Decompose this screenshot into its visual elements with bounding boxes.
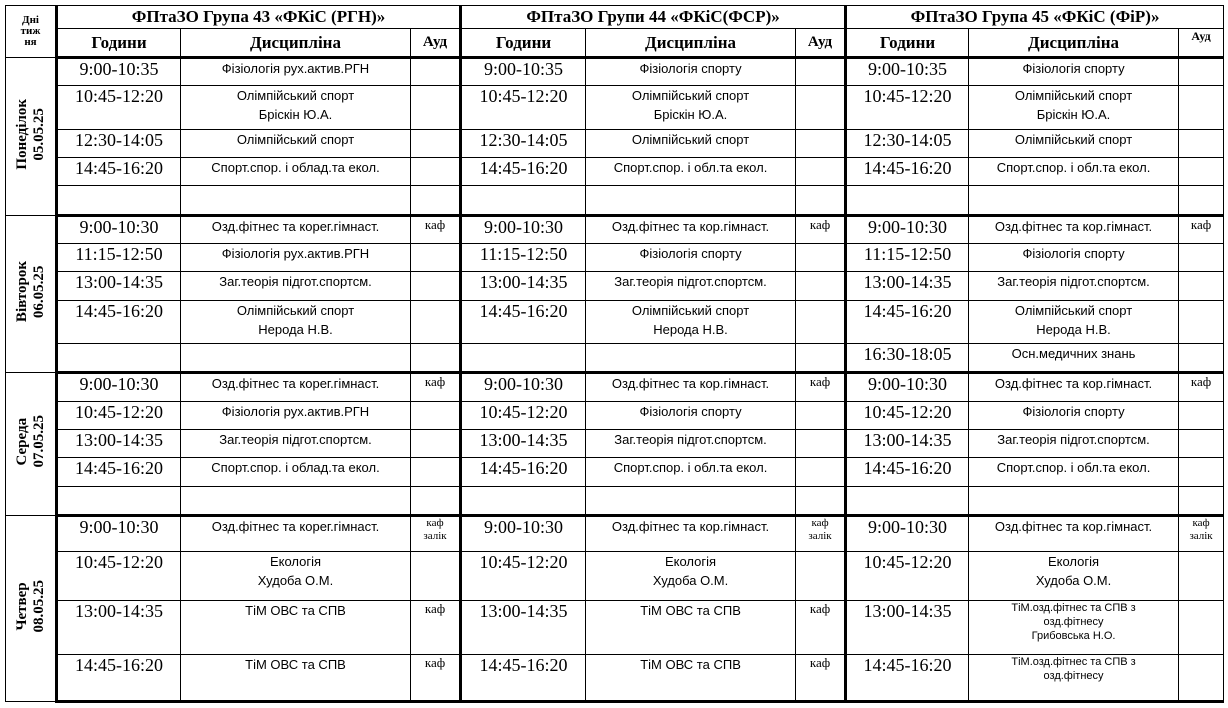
room-line: каф xyxy=(426,516,444,529)
discipline-line: Нерода Н.В. xyxy=(258,321,333,337)
discipline-line: Фізіологія рух.актив.РГН xyxy=(221,403,370,419)
discipline-line: Екологія xyxy=(269,554,322,570)
room-cell xyxy=(1179,300,1224,343)
lesson-row xyxy=(6,458,1224,486)
day-date: 08.05.25 xyxy=(30,579,47,633)
room-cell xyxy=(1179,429,1224,457)
time-cell: 14:45-16:20 xyxy=(57,655,181,702)
lesson-row xyxy=(6,272,1224,300)
room-column-header: Ауд xyxy=(796,29,846,58)
discipline-line: Заг.теорія підгот.спортсм. xyxy=(219,274,372,290)
time-cell: 10:45-12:20 xyxy=(57,552,181,601)
room-cell xyxy=(411,458,461,486)
discipline-line: ТіМ ОВС та СПВ xyxy=(245,602,346,618)
discipline-column-header: Дисципліна xyxy=(181,29,411,58)
discipline-line: Худоба О.М. xyxy=(1035,573,1112,589)
lesson-row xyxy=(6,401,1224,429)
room-cell xyxy=(411,344,461,373)
time-cell: 12:30-14:05 xyxy=(57,129,181,157)
time-cell xyxy=(461,344,586,373)
discipline-line: Заг.теорія підгот.спортсм. xyxy=(614,274,767,290)
discipline-cell xyxy=(586,655,796,702)
discipline-line: Заг.теорія підгот.спортсм. xyxy=(997,431,1150,447)
column-header-row xyxy=(6,29,1224,58)
room-cell xyxy=(411,272,461,300)
time-cell xyxy=(461,486,586,515)
discipline-line: Худоба О.М. xyxy=(652,573,729,589)
lesson-row xyxy=(6,655,1224,702)
time-cell: 14:45-16:20 xyxy=(461,655,586,702)
hours-column-header: Години xyxy=(846,29,969,58)
discipline-cell xyxy=(181,272,411,300)
lesson-row xyxy=(6,215,1224,243)
room-cell: каф xyxy=(796,600,846,655)
time-cell xyxy=(461,186,586,215)
time-cell: 10:45-12:20 xyxy=(57,401,181,429)
time-cell: 11:15-12:50 xyxy=(461,243,586,271)
room-cell xyxy=(796,86,846,129)
discipline-line: Фізіологія рух.актив.РГН xyxy=(221,61,370,76)
room-cell xyxy=(1179,58,1224,86)
time-cell: 14:45-16:20 xyxy=(461,458,586,486)
discipline-cell xyxy=(969,655,1179,702)
discipline-cell xyxy=(181,552,411,601)
time-cell xyxy=(57,186,181,215)
room-line: залік xyxy=(423,529,447,542)
room-cell: каф xyxy=(411,600,461,655)
discipline-line: Заг.теорія підгот.спортсм. xyxy=(997,274,1150,290)
time-cell xyxy=(846,486,969,515)
discipline-line: Озд.фітнес та кор.гімнаст. xyxy=(994,218,1153,234)
group-44-header: ФПтаЗО Групи 44 «ФКіС(ФСР)» xyxy=(461,6,846,29)
time-cell: 14:45-16:20 xyxy=(846,158,969,186)
room-cell xyxy=(796,429,846,457)
discipline-cell xyxy=(181,458,411,486)
room-cell xyxy=(796,458,846,486)
discipline-cell xyxy=(181,655,411,702)
discipline-line: Олімпійський спорт xyxy=(631,302,750,318)
discipline-cell xyxy=(969,243,1179,271)
discipline-cell xyxy=(969,429,1179,457)
discipline-line: Екологія xyxy=(664,554,717,570)
time-cell: 13:00-14:35 xyxy=(846,272,969,300)
discipline-cell xyxy=(969,58,1179,86)
room-cell xyxy=(411,486,461,515)
discipline-line: Спорт.спор. і обл.та екол. xyxy=(613,460,768,476)
discipline-line: Фізіологія спорту xyxy=(1022,245,1125,261)
discipline-cell xyxy=(181,486,411,515)
discipline-cell xyxy=(181,515,411,551)
hours-column-header: Години xyxy=(57,29,181,58)
lesson-row xyxy=(6,515,1224,551)
discipline-cell xyxy=(586,129,796,157)
discipline-cell xyxy=(181,373,411,401)
time-cell: 9:00-10:35 xyxy=(461,58,586,86)
lesson-row xyxy=(6,129,1224,157)
discipline-cell xyxy=(969,158,1179,186)
room-cell: каф xyxy=(411,373,461,401)
room-cell xyxy=(796,58,846,86)
discipline-cell xyxy=(969,272,1179,300)
time-cell: 10:45-12:20 xyxy=(461,86,586,129)
lesson-row xyxy=(6,486,1224,515)
time-cell: 10:45-12:20 xyxy=(461,401,586,429)
discipline-cell xyxy=(181,429,411,457)
discipline-line: Озд.фітнес та корег.гімнаст. xyxy=(211,518,380,534)
time-cell: 9:00-10:30 xyxy=(846,215,969,243)
discipline-cell xyxy=(586,58,796,86)
room-cell xyxy=(1179,129,1224,157)
room-cell: каф xyxy=(1179,215,1224,243)
time-cell: 14:45-16:20 xyxy=(461,300,586,343)
time-cell: 13:00-14:35 xyxy=(846,429,969,457)
room-cell xyxy=(796,243,846,271)
days-of-week-header: Дні тиж ня xyxy=(6,6,57,58)
discipline-cell xyxy=(586,600,796,655)
room-cell xyxy=(411,515,461,551)
room-cell xyxy=(1179,486,1224,515)
discipline-cell xyxy=(586,272,796,300)
discipline-cell xyxy=(969,344,1179,373)
discipline-line: Озд.фітнес та корег.гімнаст. xyxy=(211,376,380,392)
time-cell: 14:45-16:20 xyxy=(57,458,181,486)
room-cell xyxy=(411,300,461,343)
room-line: каф xyxy=(1192,516,1210,529)
time-cell: 9:00-10:30 xyxy=(461,215,586,243)
discipline-line: Олімпійський спорт xyxy=(236,131,355,147)
discipline-cell xyxy=(181,158,411,186)
time-cell: 9:00-10:30 xyxy=(57,215,181,243)
discipline-line: ТіМ ОВС та СПВ xyxy=(245,657,346,673)
discipline-cell xyxy=(586,486,796,515)
discipline-cell xyxy=(586,373,796,401)
lesson-row xyxy=(6,86,1224,129)
discipline-cell xyxy=(586,515,796,551)
room-cell xyxy=(1179,344,1224,373)
discipline-line: Фізіологія спорту xyxy=(1022,403,1125,419)
discipline-line: Бріскін Ю.А. xyxy=(653,107,728,123)
day-label-cell xyxy=(6,373,57,516)
discipline-line: Нерода Н.В. xyxy=(653,321,728,337)
group-45-header: ФПтаЗО Група 45 «ФКіС (ФіР)» xyxy=(846,6,1224,29)
time-cell: 9:00-10:30 xyxy=(461,373,586,401)
discipline-cell xyxy=(969,486,1179,515)
room-cell: каф xyxy=(1179,373,1224,401)
time-cell: 12:30-14:05 xyxy=(846,129,969,157)
room-cell: каф xyxy=(796,655,846,702)
time-cell xyxy=(846,186,969,215)
discipline-cell xyxy=(586,86,796,129)
time-cell: 10:45-12:20 xyxy=(57,86,181,129)
discipline-line: Нерода Н.В. xyxy=(1036,321,1111,337)
room-cell xyxy=(411,243,461,271)
discipline-line: Олімпійський спорт xyxy=(1014,131,1133,147)
day-date: 07.05.25 xyxy=(30,415,47,468)
time-cell: 14:45-16:20 xyxy=(846,300,969,343)
time-cell: 13:00-14:35 xyxy=(846,600,969,655)
time-cell: 13:00-14:35 xyxy=(461,600,586,655)
room-cell xyxy=(1179,552,1224,601)
discipline-cell xyxy=(181,129,411,157)
discipline-cell xyxy=(181,344,411,373)
schedule-body xyxy=(6,58,1224,702)
room-cell xyxy=(411,158,461,186)
discipline-line: Озд.фітнес та кор.гімнаст. xyxy=(611,376,770,392)
room-cell xyxy=(796,486,846,515)
discipline-cell xyxy=(586,401,796,429)
schedule-table xyxy=(5,5,1224,703)
time-cell xyxy=(57,344,181,373)
discipline-cell xyxy=(181,243,411,271)
discipline-cell xyxy=(586,458,796,486)
discipline-line: Екологія xyxy=(1047,554,1100,570)
time-cell: 10:45-12:20 xyxy=(846,401,969,429)
discipline-cell xyxy=(586,215,796,243)
room-cell xyxy=(411,129,461,157)
discipline-line: Бріскін Ю.А. xyxy=(258,107,333,123)
lesson-row xyxy=(6,344,1224,373)
discipline-line: Фізіологія рух.актив.РГН xyxy=(221,245,370,261)
room-cell xyxy=(796,272,846,300)
time-cell: 9:00-10:35 xyxy=(846,58,969,86)
discipline-line: Фізіологія спорту xyxy=(1022,61,1125,76)
room-line: каф xyxy=(811,516,829,529)
discipline-cell xyxy=(586,186,796,215)
discipline-line: ТіМ ОВС та СПВ xyxy=(640,602,741,618)
discipline-cell xyxy=(586,552,796,601)
room-cell xyxy=(1179,401,1224,429)
discipline-cell xyxy=(181,215,411,243)
room-cell xyxy=(1179,458,1224,486)
time-cell: 13:00-14:35 xyxy=(461,429,586,457)
day-name: Понеділок xyxy=(13,98,30,170)
discipline-cell xyxy=(586,344,796,373)
discipline-line: Спорт.спор. і обл.та екол. xyxy=(613,160,768,176)
room-cell: каф xyxy=(796,373,846,401)
room-column-header: Ауд xyxy=(411,29,461,58)
discipline-cell xyxy=(969,552,1179,601)
room-cell xyxy=(411,186,461,215)
lesson-row xyxy=(6,243,1224,271)
day-label-cell xyxy=(6,58,57,216)
discipline-line: Заг.теорія підгот.спортсм. xyxy=(219,431,372,447)
time-cell: 14:45-16:20 xyxy=(846,458,969,486)
discipline-line: Озд.фітнес та кор.гімнаст. xyxy=(611,218,770,234)
time-cell: 10:45-12:20 xyxy=(846,86,969,129)
discipline-cell xyxy=(181,600,411,655)
room-cell xyxy=(1179,243,1224,271)
discipline-cell xyxy=(969,129,1179,157)
time-cell: 9:00-10:30 xyxy=(846,373,969,401)
discipline-line: Спорт.спор. і облад.та екол. xyxy=(211,460,380,476)
day-date: 06.05.25 xyxy=(30,265,47,318)
room-cell xyxy=(796,186,846,215)
discipline-line: Заг.теорія підгот.спортсм. xyxy=(614,431,767,447)
room-cell xyxy=(796,344,846,373)
discipline-line: Спорт.спор. і обл.та екол. xyxy=(996,460,1151,476)
discipline-cell xyxy=(969,86,1179,129)
lesson-row xyxy=(6,373,1224,401)
discipline-cell xyxy=(969,458,1179,486)
discipline-line: Спорт.спор. і облад.та екол. xyxy=(211,160,380,176)
discipline-cell xyxy=(969,515,1179,551)
room-cell xyxy=(411,58,461,86)
discipline-cell xyxy=(586,158,796,186)
time-cell: 9:00-10:30 xyxy=(57,373,181,401)
discipline-cell xyxy=(969,215,1179,243)
room-cell xyxy=(1179,86,1224,129)
time-cell: 14:45-16:20 xyxy=(57,300,181,343)
room-cell xyxy=(1179,158,1224,186)
discipline-cell xyxy=(181,401,411,429)
discipline-line: Олімпійський спорт xyxy=(631,88,750,104)
room-cell xyxy=(796,129,846,157)
room-cell xyxy=(411,429,461,457)
discipline-line: Фізіологія спорту xyxy=(639,61,742,76)
time-cell: 10:45-12:20 xyxy=(846,552,969,601)
room-line: залік xyxy=(1189,529,1213,542)
room-cell: каф xyxy=(411,215,461,243)
time-cell: 9:00-10:35 xyxy=(57,58,181,86)
discipline-cell xyxy=(586,300,796,343)
discipline-cell xyxy=(969,600,1179,655)
time-cell xyxy=(57,486,181,515)
room-cell xyxy=(411,86,461,129)
discipline-line: Грибовська Н.О. xyxy=(1031,629,1116,642)
time-cell: 14:45-16:20 xyxy=(461,158,586,186)
discipline-line: Озд.фітнес та кор.гімнаст. xyxy=(994,518,1153,534)
discipline-line: Озд.фітнес та корег.гімнаст. xyxy=(211,218,380,234)
time-cell: 9:00-10:30 xyxy=(461,515,586,551)
time-cell: 16:30-18:05 xyxy=(846,344,969,373)
room-cell xyxy=(796,401,846,429)
day-label-cell xyxy=(6,215,57,373)
discipline-cell xyxy=(969,401,1179,429)
room-cell xyxy=(411,552,461,601)
discipline-line: озд.фітнесу xyxy=(1043,615,1104,628)
lesson-row xyxy=(6,58,1224,86)
lesson-row xyxy=(6,600,1224,655)
room-cell xyxy=(1179,655,1224,702)
room-cell xyxy=(1179,515,1224,551)
room-cell xyxy=(796,552,846,601)
discipline-cell xyxy=(181,300,411,343)
discipline-cell xyxy=(181,58,411,86)
discipline-line: Худоба О.М. xyxy=(257,573,334,589)
room-cell: каф xyxy=(796,215,846,243)
time-cell: 13:00-14:35 xyxy=(57,429,181,457)
group-43-header: ФПтаЗО Група 43 «ФКіС (РГН)» xyxy=(57,6,461,29)
room-cell xyxy=(796,300,846,343)
room-column-header: Ауд xyxy=(1179,29,1224,58)
lesson-row xyxy=(6,429,1224,457)
discipline-line: Олімпійський спорт xyxy=(1014,88,1133,104)
discipline-cell xyxy=(181,186,411,215)
room-cell xyxy=(411,401,461,429)
room-cell: каф xyxy=(411,655,461,702)
discipline-line: ТіМ ОВС та СПВ xyxy=(640,657,741,673)
discipline-cell xyxy=(969,373,1179,401)
time-cell: 11:15-12:50 xyxy=(846,243,969,271)
room-cell xyxy=(1179,186,1224,215)
day-name: Четвер xyxy=(13,581,30,630)
group-header-row xyxy=(6,6,1224,29)
time-cell: 9:00-10:30 xyxy=(57,515,181,551)
discipline-line: озд.фітнесу xyxy=(1043,670,1104,683)
lesson-row xyxy=(6,158,1224,186)
discipline-line: Озд.фітнес та кор.гімнаст. xyxy=(994,376,1153,392)
room-cell xyxy=(796,515,846,551)
discipline-line: ТіМ.озд.фітнес та СПВ з xyxy=(1011,656,1136,669)
discipline-line: Озд.фітнес та кор.гімнаст. xyxy=(611,518,770,534)
time-cell: 9:00-10:30 xyxy=(846,515,969,551)
time-cell: 13:00-14:35 xyxy=(461,272,586,300)
room-line: залік xyxy=(808,529,832,542)
time-cell: 14:45-16:20 xyxy=(57,158,181,186)
discipline-line: Бріскін Ю.А. xyxy=(1036,107,1111,123)
discipline-line: Спорт.спор. і обл.та екол. xyxy=(996,160,1151,176)
discipline-cell xyxy=(586,243,796,271)
lesson-row xyxy=(6,552,1224,601)
room-cell xyxy=(1179,600,1224,655)
discipline-line: Олімпійський спорт xyxy=(236,302,355,318)
time-cell: 13:00-14:35 xyxy=(57,600,181,655)
day-name: Вівторок xyxy=(13,260,30,323)
discipline-cell xyxy=(181,86,411,129)
time-cell: 10:45-12:20 xyxy=(461,552,586,601)
lesson-row xyxy=(6,300,1224,343)
day-date: 05.05.25 xyxy=(30,107,47,161)
discipline-column-header: Дисципліна xyxy=(586,29,796,58)
discipline-line: Олімпійський спорт xyxy=(1014,302,1133,318)
discipline-line: Фізіологія спорту xyxy=(639,245,742,261)
discipline-cell xyxy=(969,300,1179,343)
discipline-cell xyxy=(586,429,796,457)
day-label-cell xyxy=(6,515,57,701)
room-cell xyxy=(796,158,846,186)
room-cell xyxy=(1179,272,1224,300)
discipline-column-header: Дисципліна xyxy=(969,29,1179,58)
discipline-line: ТіМ.озд.фітнес та СПВ з xyxy=(1011,601,1136,614)
discipline-line: Фізіологія спорту xyxy=(639,403,742,419)
discipline-line: Олімпійський спорт xyxy=(631,131,750,147)
time-cell: 14:45-16:20 xyxy=(846,655,969,702)
time-cell: 13:00-14:35 xyxy=(57,272,181,300)
discipline-cell xyxy=(969,186,1179,215)
day-name: Середа xyxy=(13,417,30,466)
lesson-row xyxy=(6,186,1224,215)
time-cell: 11:15-12:50 xyxy=(57,243,181,271)
discipline-line: Осн.медичних знань xyxy=(1011,346,1136,362)
time-cell: 12:30-14:05 xyxy=(461,129,586,157)
discipline-line: Олімпійський спорт xyxy=(236,88,355,104)
hours-column-header: Години xyxy=(461,29,586,58)
